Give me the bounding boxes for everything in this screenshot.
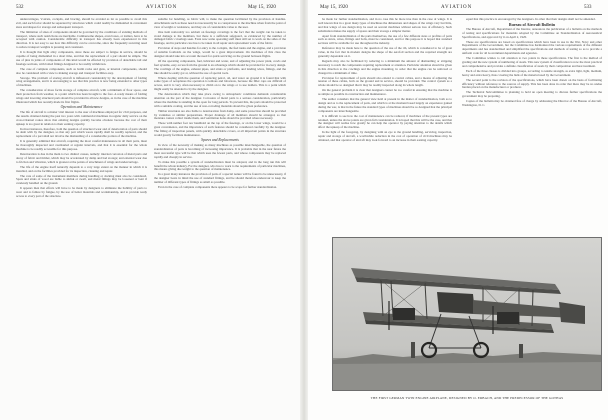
- body-paragraph: Provision for replacement of parts should also extend to control cables, and a means of adjusting the tension of these cables, both on the ground and in service, should be provided. The control system as a whole should be so designed that it may be readily inspected along its whole length.: [318, 75, 452, 88]
- section-heading: Bureau of Aircraft Bulletin: [508, 22, 556, 28]
- aircraft-photograph: [332, 237, 602, 391]
- body-paragraph: equal that this practice is encouraged by the designers. In other that their designs shall not be amended.: [466, 18, 596, 21]
- right-header-rule: [318, 14, 602, 15]
- body-paragraph: The case of complete components, such as bomb racks and guns, or internal components, should also be considered with a view to making storage and transport facilities easy.: [16, 66, 147, 75]
- right-running-head: AVIATION: [441, 5, 473, 10]
- body-paragraph: Reference may be made here to the question of the use of the rib, which is considered to be of great value, in the fact that in modern designs the shape of the aerofoil section and the required strength are generally dependent on it.: [318, 46, 452, 58]
- left-page-column-2: [154, 18, 286, 412]
- body-paragraph: Deterioration is due in the main to two distinct causes, namely: internal corrosion of metal parts and decay of fabric and timber, which may be accelerated by damp and bad storage; and external wear due to friction and vibration, which is greatest at the points of attachment of wings and undercarriage.: [16, 152, 147, 164]
- body-paragraph: Apart from standardization of the parts themselves, the use of a few different sizes or profiles of parts such as struts, wires, fittings and bolts, must be considered, and for this purpose it is hoped that standard sections will be available for use throughout the industry.: [318, 33, 452, 46]
- body-paragraph: Those with neither foot nor handhold on the top of the fuselage, or on the lower wings, would be a great convenience, and the importance of such features should be considered carefully by the designer. The fitting of inspection panels, with quickly detachable covers, at all important points in the structure would greatly facilitate maintenance.: [154, 121, 286, 137]
- body-paragraph: The life of the engine itself naturally depends to a very large extent on the manner in which it is installed, and on the facilities provided for its inspection, cleaning and repair.: [16, 164, 147, 173]
- body-paragraph: undercarriages, V-struts, cockpits, and bracing, should be avoided as far as possible to avoid this evil, and each factor should be separated by structures which could readily be dismantled in convenient sizes and shapes for storage and subsequent transport.: [16, 18, 147, 29]
- body-paragraph: These are specifications are based on specifications which have been in use in the War, Navy and other Departments of the Government, but the Committee has harmonized the various requirements of the different departments and has standardized and simplified the specifications and methods of testing so as to provide a uniform code for all Government departments and agencies.: [462, 39, 602, 56]
- body-paragraph: The care of some of the instrument members during handling or docking must also be considered. Spars and struts of wood are liable to shrink or swell, and metal fittings may be loosened or bent if carelessly handled on the ground.: [16, 173, 147, 186]
- section-heading: Operation and Maintenance: [60, 105, 103, 110]
- body-paragraph: Provision of steps and handles for entry to the cockpits, the fuel tanks and the engine, and a provision of suitable footholds on the wings, would be a great improvement. On machines of this class the designer should take into account the need for quick servicing on the ground between flights.: [154, 46, 286, 58]
- body-paragraph: Copies of the bulletin may be obtained free of charge by addressing the Director of the Bureau of Aircraft, Washington, D. C.: [462, 99, 602, 108]
- body-paragraph: Storage. The problem of storing aircraft is influenced considerably by the development of folding wing arrangements, and it is encouraging to see that this practice is now being extended to other types of machines.: [16, 75, 147, 88]
- body-paragraph: It is generally admitted that aircraft, requiring the most careful maintenance in all their parts, must be thoroughly inspected and overhauled at regular intervals, and that it is essential for the whole machine to be readily accessible for this purpose.: [16, 139, 147, 151]
- body-paragraph: In a great many instances the provision of parts of a special nature will be found to be unnecessary, if the designer bears in mind the use of standard fittings, and he should therefore endeavour to keep the number of different types of fittings as small as possible.: [154, 172, 286, 185]
- left-running-head: AVIATION: [146, 5, 178, 10]
- body-paragraph: The consideration of more facile storage of complete aircraft, with a minimum of floor space, and their protection from weather, is a point which has been brought to the fore. A ready means of folding wings and lowering structural parts should be provided in all new designs, as in the case of the machine illustrated which has recently made its first flights.: [16, 88, 147, 104]
- body-paragraph: In view of the necessity of making as many machines as possible interchangeable, the question of standardization of parts is becoming of increasing importance. It is probable that in the near future the most successful type will be that which uses the fewest parts, and whose components may be replaced rapidly and cheaply in service.: [154, 143, 286, 159]
- right-page-header: [308, 3, 608, 13]
- body-paragraph: In most instances, therefore, both the question of structural wear and of deterioration of parts should be dealt with by the designer, so that any part which wears rapidly shall be readily replaced, and the replacement of a part shall not involve the dismantling of a considerable portion of the machine.: [16, 126, 147, 139]
- body-paragraph: One item noticeably too seldom on fuselage coverings is the fact that the weight can be taken to avoid damage to the members, but there is a sufficient safeguard, as evidenced by the number of damaged fabric coverings seen. Even now some operating staff must still set to work on the sides of the fuselage, and in particular care has to be taken in all repair and replacement work of the fabric.: [154, 29, 286, 46]
- right-page-column-1: [318, 18, 452, 234]
- body-paragraph: The limitation of sizes of components should be governed by the conditions of existing methods of transport, where such restrictions are inevitable. Cumbersome shapes, even boxes, or trailers, have to be accepted with caution. Considerable difficulty in transport has already been experienced in this direction. It is not easy to see how this difficulty can be overcome, since the frequently recurring need to reduce transport weights is pressing and consistent.: [16, 29, 147, 50]
- body-paragraph: Each of the three classes is divided into groups, according to tensile strength, as extra light, light, medium, heavy and extra heavy, thus covering the bulk of the material used by the Government.: [462, 68, 602, 77]
- body-paragraph: In the light of the foregoing, by designing with an eye to the ground handling, servicing, inspection, repair and storage of aircraft, a worthwhile reduction in the cost of operation of civil machines may be obtained, and that operator of aircraft may look forward to an increase in their earning capacity.: [318, 130, 452, 142]
- body-paragraph: Timber structures are also liable to deterioration from damp, and some protection should be provided by varnishes or similar preparations. Proper drainage of all members should be arranged, so that moisture cannot collect inside them, and ventilation holes should be provided where necessary.: [154, 108, 286, 121]
- left-page-number: 532: [16, 5, 24, 10]
- body-paragraph: suitable for handling, as fabric will, to make the question facilitated by the provision of handles. Attachments such as these need not necessarily be so conspicuous to the machine when from the point of view of weight or resistance, and they are of considerable value to the user.: [154, 18, 286, 29]
- left-header-date: May 15, 1920: [248, 5, 276, 10]
- body-paragraph: On the general problem it is clear that designers cannot be too careful in ensuring that the machine is as simple as possible in construction and maintenance.: [318, 88, 452, 97]
- body-paragraph: Even in the case of complete components there appears to be scope for further standardization.: [158, 185, 278, 190]
- body-paragraph: The deterioration which may take place owing to atmospheric conditions demands considerable attention on the part of the designer. Corrosion of metal parts is a serious consideration, particularly where the machine is standing in the open for long periods. To prevent this, the parts should be protected with a suitable coating, and the use of non-corroding materials should be given preference.: [154, 92, 286, 108]
- body-paragraph: be made for further standardization, and in no case this be more true than in the case of wings. It is well known that in a great many types of machines the dimensions and shapes of the wings vary but little, and that wings of one design may be used on several machines without serious loss of efficiency. Such substitution makes the supply of spares and their storage a simpler matter.: [318, 18, 452, 33]
- right-page-number: 533: [584, 5, 592, 10]
- body-paragraph: It is difficult to see how the cost of maintenance can be reduced, if machines of the present types are retained, unless the above points are given full consideration. It is hoped that this will be the case, and that the designer will realise how greatly he can help the operator by paying attention to the details which affect the upkeep of the machine.: [318, 113, 452, 130]
- body-paragraph: The Committee wishes to call attention to two points in these specifications. The first is the method of grading and the new system of numbering of steels. This new system of classification is now the most practical and comprehensive and provides a definite classification of steels by their composition and heat treatment.: [462, 56, 602, 68]
- left-page-header: [0, 3, 300, 13]
- section-heading: Spares and Replacements: [201, 138, 239, 143]
- body-paragraph: The author considers that the general view held at present in the matter of standardization, both as to design and as to the replacement of parts, and which is at the moment based largely on experience gained during the war, is that in the future the standard types of machines should be so designed that the principal components are interchangeable.: [318, 97, 452, 113]
- body-paragraph: Regards may also be facilitated by reducing to a minimum the amount of dismantling or stripping necessary to reach the components requiring replacement or attention. Particular attention should be given in this direction to the cowlings and the engine mounting, in order that the engine can be removed or changed in a minimum of time.: [318, 59, 452, 75]
- photo-caption: THE FIRST GERMAN TWIN ENGINE AIRPLANE, DESIGNED BY O. ERBACH, AND THE PREDECESSOR OF THE GOTHAS: [370, 396, 564, 400]
- body-paragraph: The life of aircraft is a matter vital interest to the user of machines employed for civil purposes, and the results obtained during the past two years with commercial machines in regular daily service on the cross-Channel routes show that existing designs quickly become obsolete because the cost of their upkeep is too great in relation to their earning capacity.: [16, 110, 147, 126]
- body-paragraph: The Bureau of Aircraft, Department of the Interior, announces the publication of a bulletin on the methods of testing and specifications for materials adopted by the Committee on Standardization of Aeronautical Specifications, and approved by it on April 2, 1920.: [462, 26, 602, 39]
- right-header-date: May 15, 1920: [320, 5, 348, 10]
- body-paragraph: It is thought that light alloy components, since these are subject to fatigue in service, should be capable of being dismantled in a short time, and that the replacement of a part should be simple. The use of pins in joints of components of this kind would be effected by provision of detachable tail and fuselage sections, with bolted fittings designed to be readily withdrawn.: [16, 50, 147, 66]
- left-header-rule: [16, 14, 286, 15]
- page-gutter: [300, 0, 308, 420]
- body-paragraph: Of the operating components, fuel, lubricant and water, and of adjusting the power plant, cowls and fuel systems, easy access from the ground is an advantage which should be provided for in every design. The cowlings of the engine, exhaust pipes, and struts or platforms, and landing wires, fittings, and the like should be easily got at, without the use of special tools.: [154, 59, 286, 75]
- body-paragraph: It appears then that efforts will have to be made by designers to eliminate the liability of parts to wear and to failure by fatigue, by the use of better materials and workmanship, and to provide ready access to every part of the structure.: [16, 186, 147, 198]
- body-paragraph: Where dealing with the question of replacing petrol, oil, and water on ground it is found that with some types of aeroplanes the operation is tedious and laborious, because the filler caps are difficult of access, and it is very often necessary to climb on to the wings or to use ladders. This is a point which might easily be attended to by the designer.: [154, 75, 286, 92]
- right-page-column-2: [462, 18, 602, 234]
- body-paragraph: To make this possible a system of standardization must be adopted, and in the long run this will benefit the whole industry. For the designer, who has to work to the requirements of particular machines, this means giving due weight to the question of maintenance.: [154, 159, 286, 172]
- left-page-column-1: [16, 18, 147, 412]
- body-paragraph: The second point is the revision of the specifications, which have been drawn on the basis of facilitating efficiency without reference to the sources of supply. This has been done in order that there may be no undue burden placed on the manufacturer or producer.: [462, 77, 602, 90]
- body-paragraph: The Technical Subcommittee is planning to hold an open meeting to discuss further specifications the government may be preparing.: [462, 90, 602, 99]
